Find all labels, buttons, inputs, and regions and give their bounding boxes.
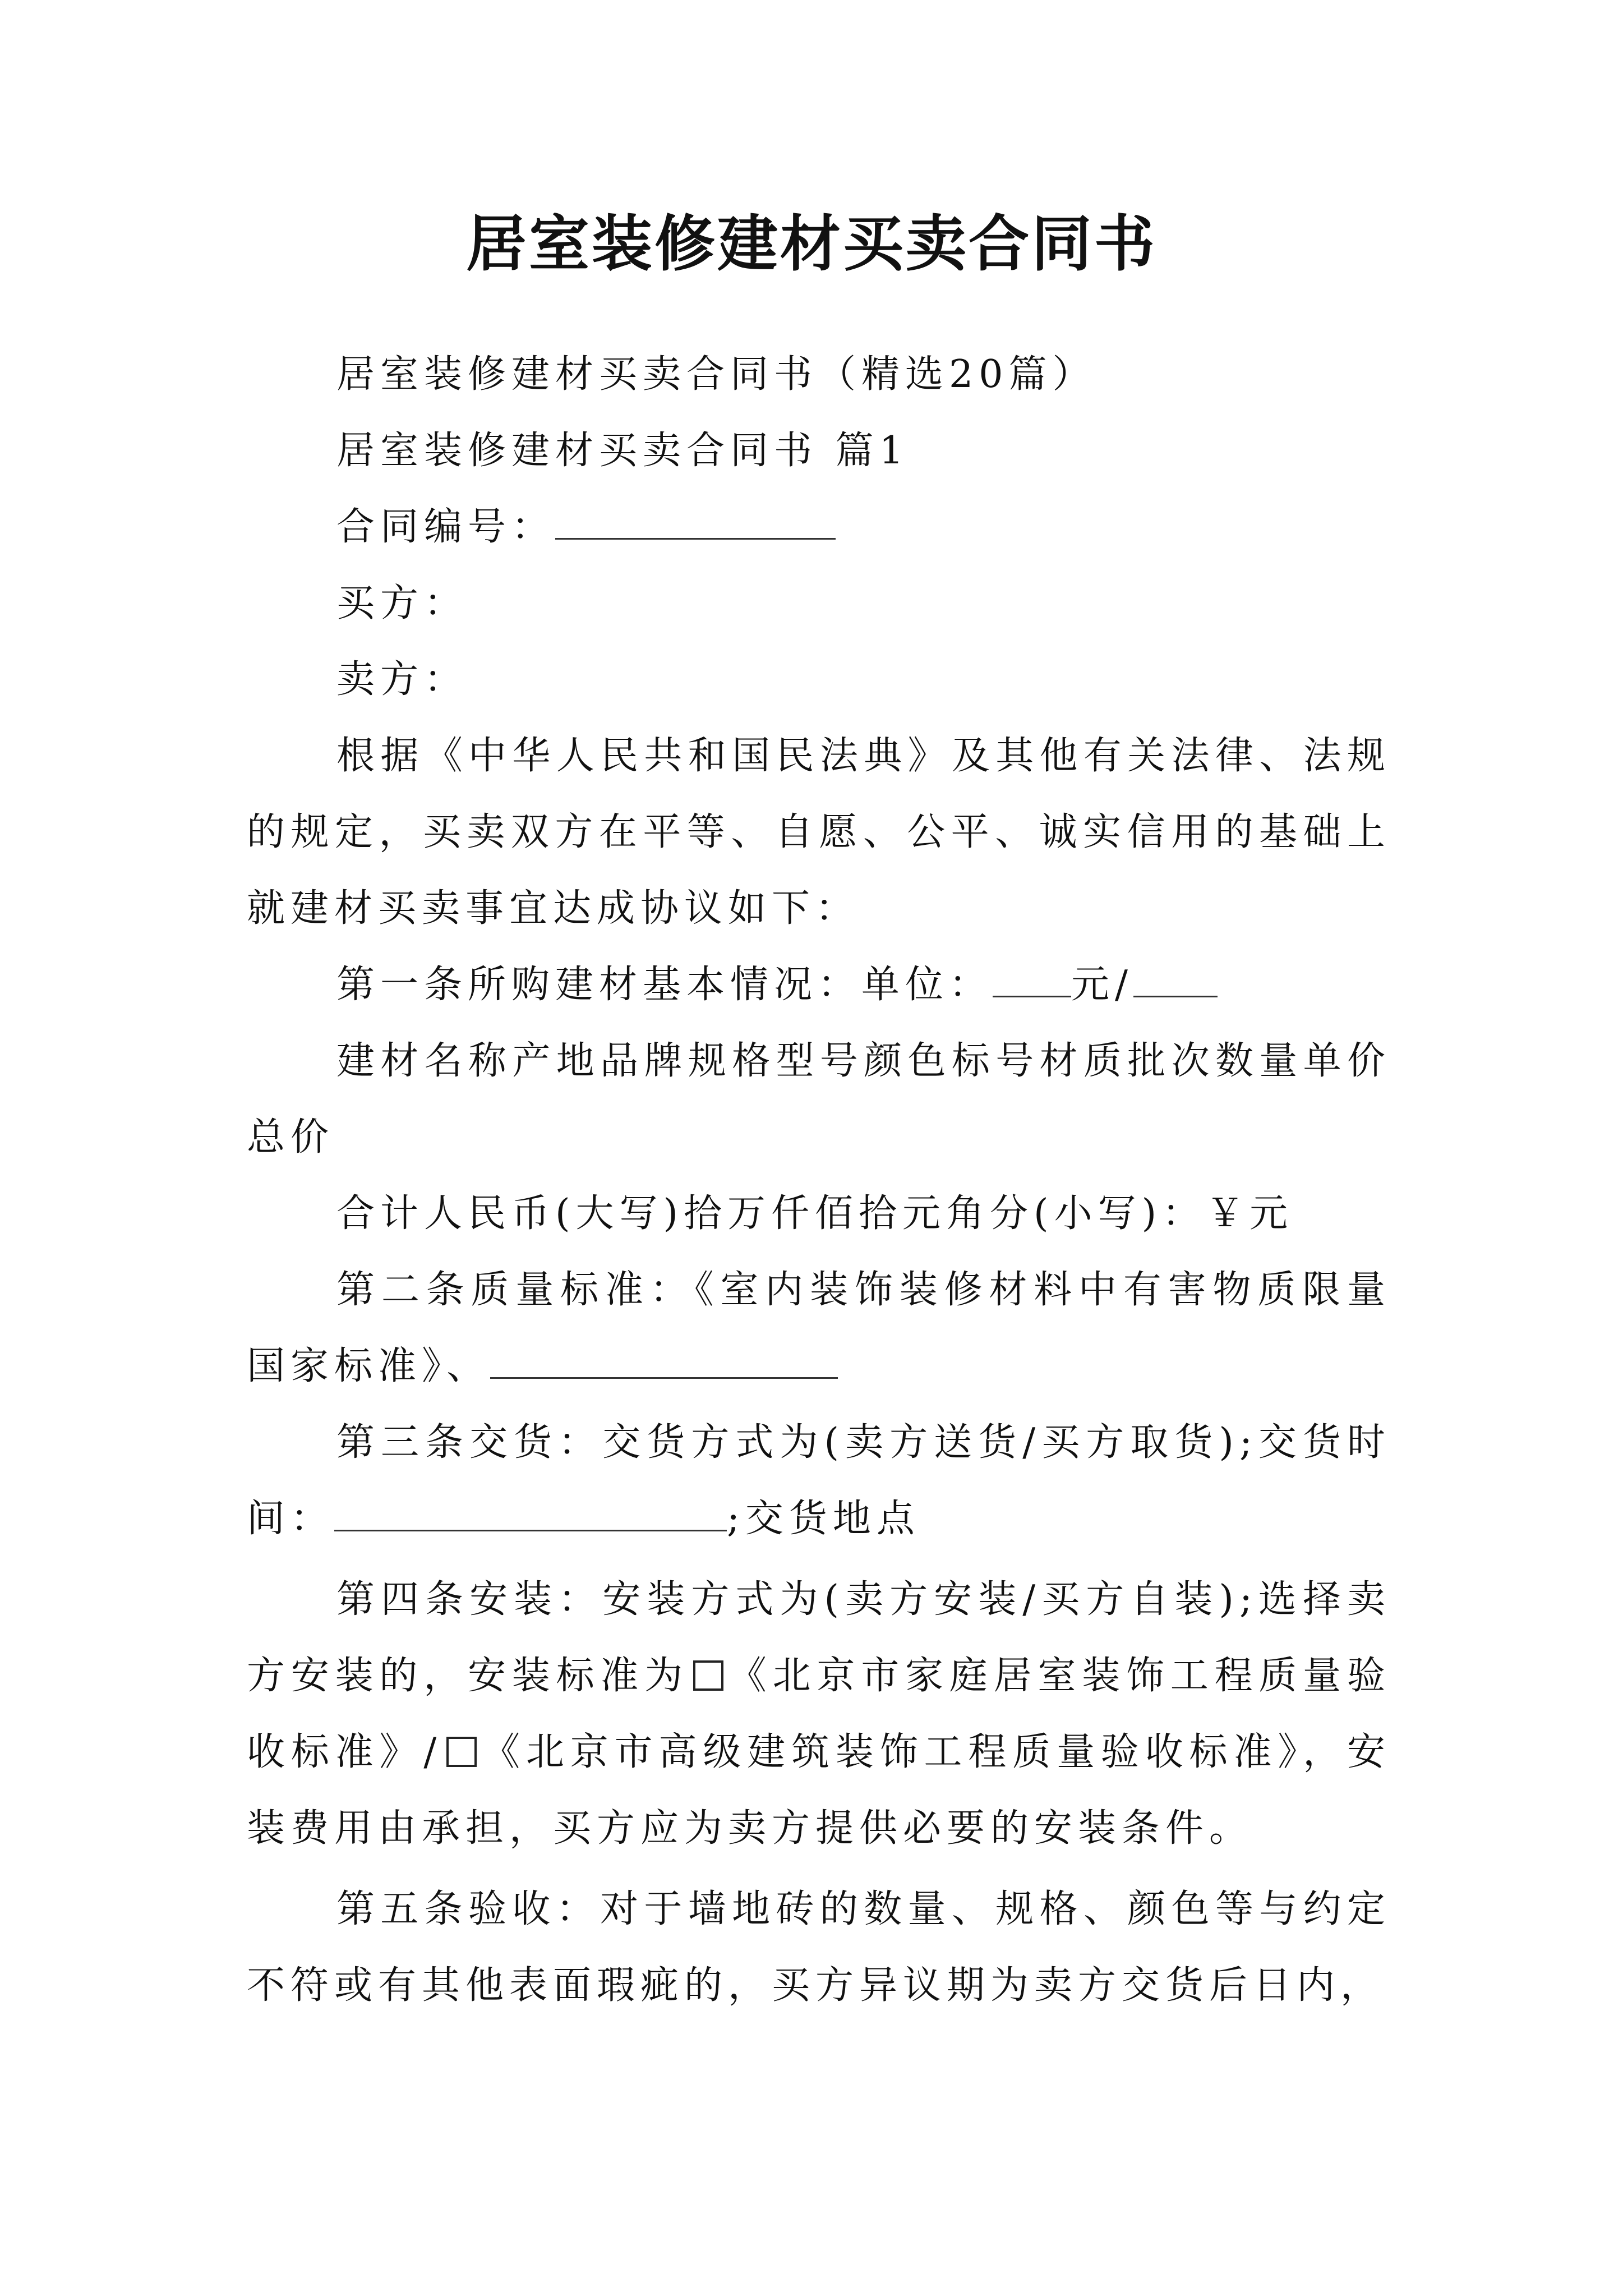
- contract-number-label: 合同编号：: [336, 505, 556, 549]
- section-heading: 居室装修建材买卖合同书 篇1: [336, 429, 909, 473]
- unit-price-blank: [993, 963, 1071, 997]
- article-2-text: 第二条质量标准：《室内装饰装修材料中有害物质限量国家标准》、: [247, 1268, 1391, 1388]
- unit-blank: [1133, 963, 1218, 997]
- contract-number-blank: [555, 505, 836, 540]
- document-body: [247, 337, 1391, 2024]
- total-amount-line: 合计人民币(大写)拾万仟佰拾元角分(小写)：￥元: [336, 1191, 1294, 1236]
- quality-standard-blank: [490, 1345, 838, 1379]
- document-title: 居室装修建材买卖合同书: [465, 209, 1157, 279]
- unit-mid-text: 元/: [1071, 963, 1133, 1007]
- delivery-time-blank: [334, 1497, 727, 1531]
- buyer-line: 买方：: [336, 581, 468, 625]
- article-3-tail: ;交货地点: [727, 1497, 920, 1541]
- checkbox-icon: [446, 1737, 477, 1767]
- article-4-part2: 《北京市家庭居室装饰工程质量验收标准》/: [247, 1654, 1391, 1774]
- article-4-part3: 《北京市高级建筑装饰工程质量验收标准》，安装费用由承担，买方应为卖方提供必要的安装条件。: [247, 1730, 1391, 1851]
- article-3-paragraph: [247, 1405, 1391, 1557]
- article-1-label: 第一条所购建材基本情况：单位：: [336, 963, 993, 1007]
- article-5-paragraph: 第五条验收：对于墙地砖的数量、规格、颜色等与约定不符或有其他表面瑕疵的，买方异议期为卖方交货后日内，: [247, 1887, 1391, 2008]
- contract-number-line: [247, 489, 1391, 565]
- article-3-text: 第三条交货：交货方式为(卖方送货/买方取货);交货时间：: [247, 1420, 1391, 1541]
- article-4-part1: 第四条安装：安装方式为(卖方安装/买方自装);选择卖方安装的，安装标准为: [247, 1577, 1391, 1698]
- checkbox-icon: [693, 1660, 723, 1691]
- article-4-paragraph: [247, 1562, 1391, 1867]
- article-1-columns: 建材名称产地品牌规格型号颜色标号材质批次数量单价总价: [247, 1039, 1391, 1159]
- article-2-paragraph: [247, 1252, 1391, 1405]
- seller-line: 卖方：: [336, 657, 468, 702]
- article-1-line: [247, 947, 1391, 1023]
- preamble-paragraph: 根据《中华人民共和国民法典》及其他有关法律、法规的规定，买卖双方在平等、自愿、公平、诚实信用的基础上就建材买卖事宜达成协议如下：: [247, 734, 1391, 931]
- subtitle-line: 居室装修建材买卖合同书（精选20篇）: [336, 352, 1096, 397]
